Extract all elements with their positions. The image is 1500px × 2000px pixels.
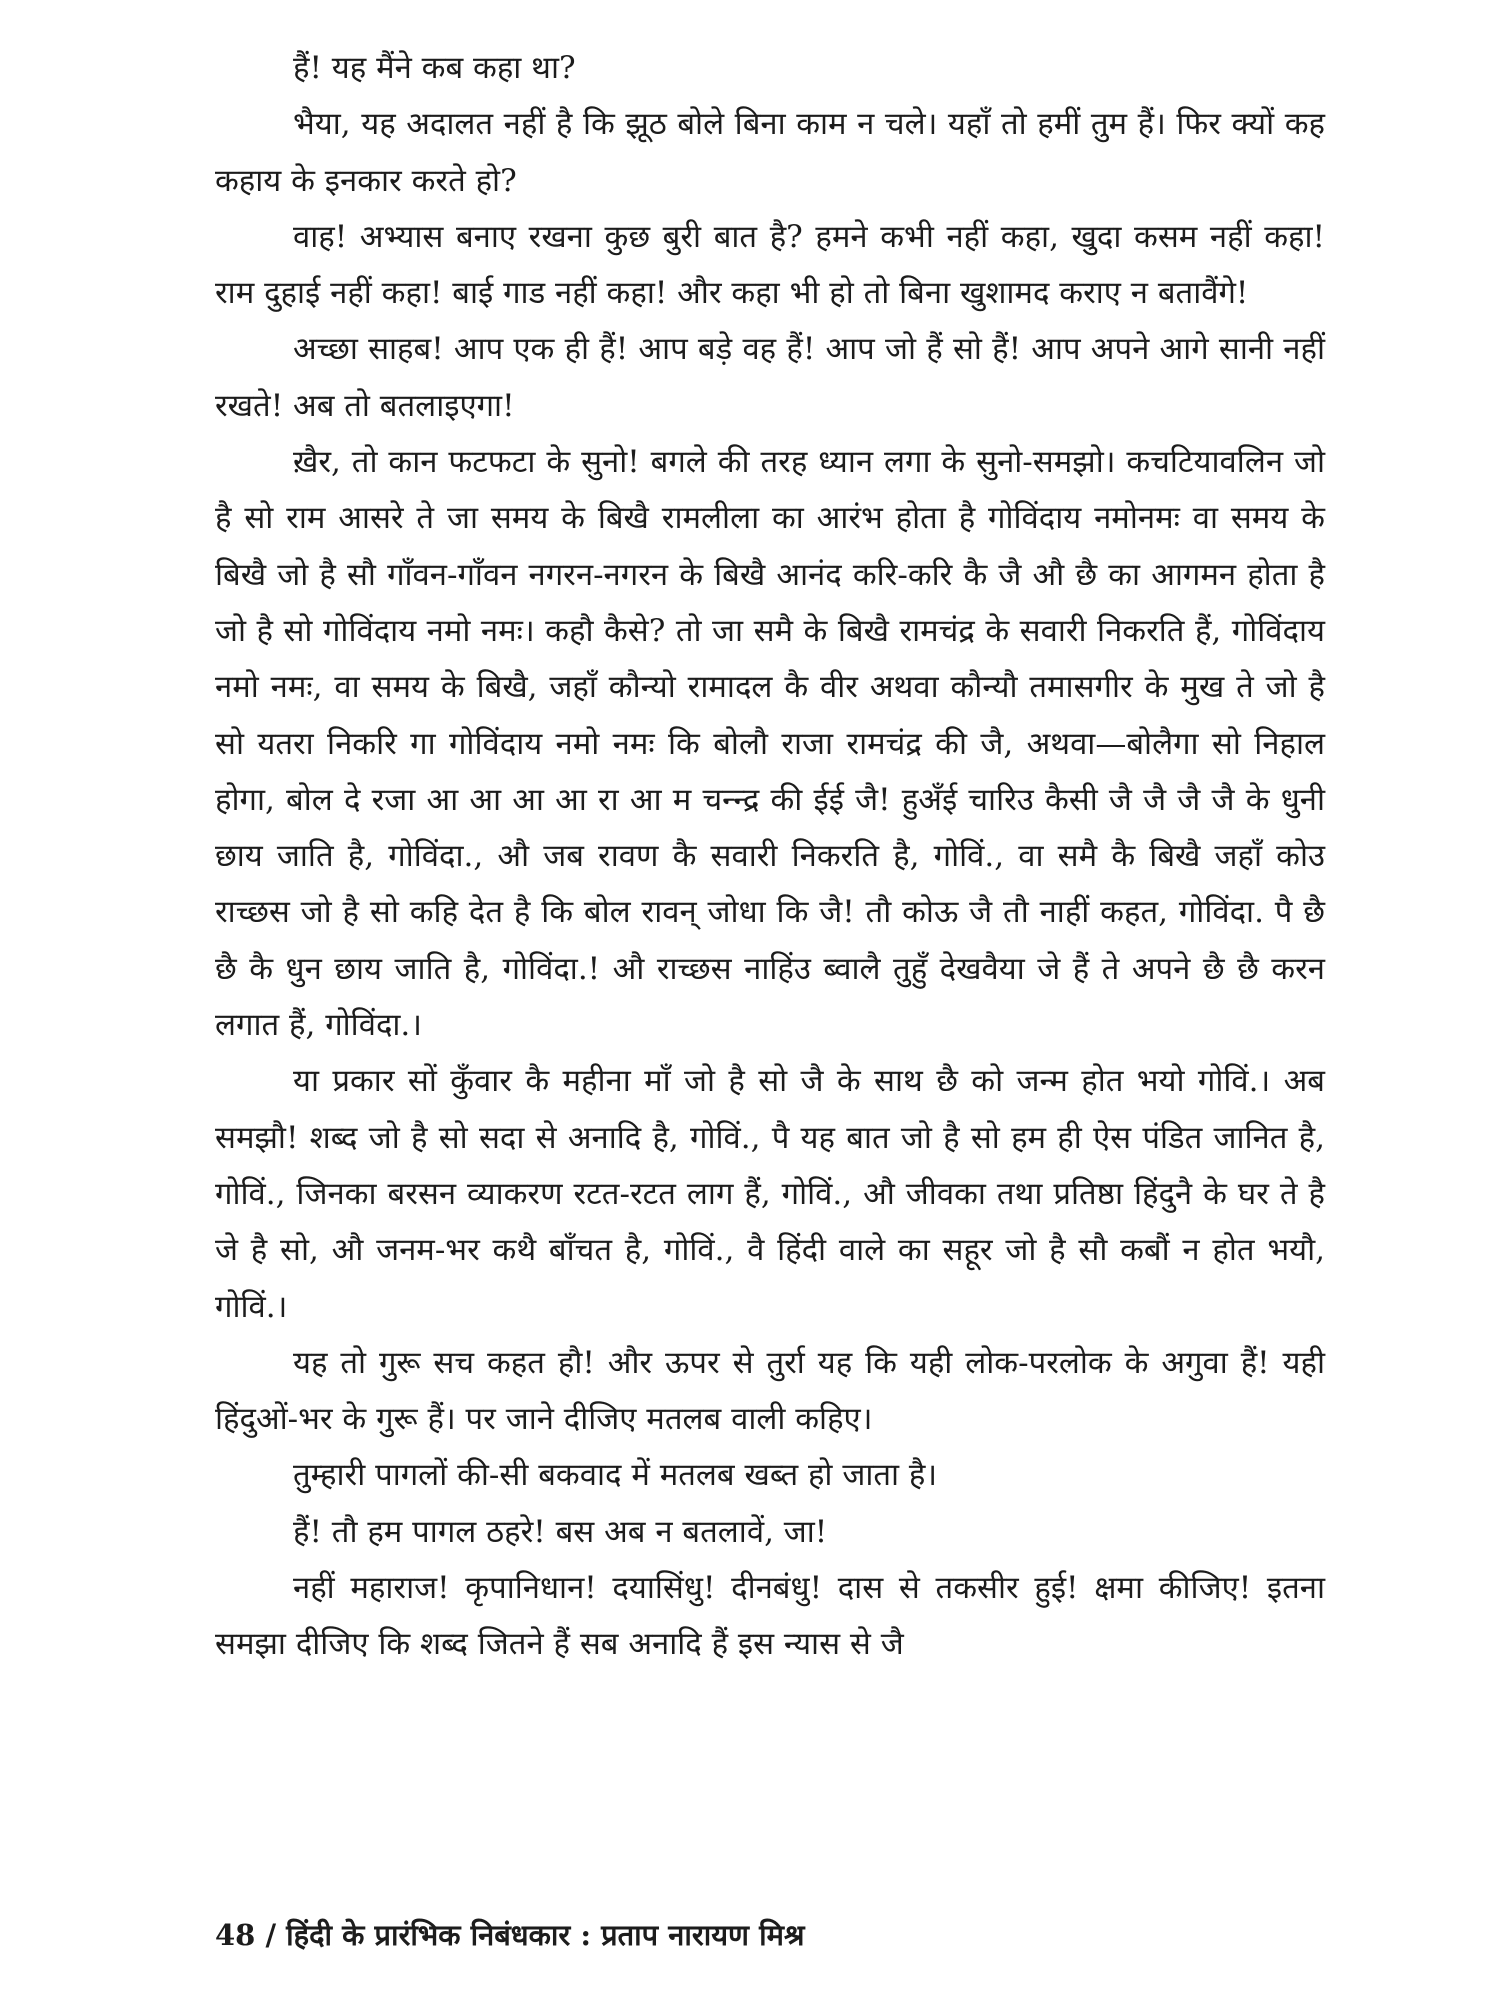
page-body — [215, 40, 1325, 1673]
paragraph: नहीं महाराज! कृपानिधान! दयासिंधु! दीनबंधु! दास से तकसीर हुई! क्षमा कीजिए! इतना समझा दीजिए कि शब्द जितने हैं सब अनादि हैं इस न्यास से जै — [215, 1570, 1325, 1663]
paragraph: वाह! अभ्यास बनाए रखना कुछ बुरी बात है? हमने कभी नहीं कहा, खुदा कसम नहीं कहा! राम दुहाई नहीं कहा! बाई गाड नहीं कहा! और कहा भी हो तो बिना खुशामद कराए न बतावैंगे! — [215, 218, 1325, 312]
paragraph: हैं! यह मैंने कब कहा था? — [293, 50, 576, 86]
running-title: हिंदी के प्रारंभिक निबंधकार : प्रताप नारायण मिश्र — [286, 1918, 805, 1952]
paragraph: अच्छा साहब! आप एक ही हैं! आप बड़े वह हैं! आप जो हैं सो हैं! आप अपने आगे सानी नहीं रखते! अब तो बतलाइएगा! — [215, 331, 1325, 424]
paragraph: या प्रकार सों कुँवार कै महीना माँ जो है सो जै के साथ छै को जन्म होत भयो गोविं.। अब समझौ! शब्द जो है सो सदा से अनादि है, गोविं., पै यह बात जो है सो हम ही ऐस पंडित जानित है, गोविं., जिनका बरसन व्याकरण रटत-रटत लाग हैं, गोविं., औ जीवका तथा प्रतिष्ठा हिंदुनै के घर ते है जे है सो, औ जनम-भर कथै बाँचत है, गोविं., वै हिंदी वाले का सहूर जो है सौ कबौं न होत भयौ, गोविं.। — [215, 1063, 1325, 1325]
paragraph: हैं! तौ हम पागल ठहरे! बस अब न बतलावें, जा! — [293, 1513, 828, 1550]
paragraph: ख़ैर, तो कान फटफटा के सुनो! बगले की तरह ध्यान लगा के सुनो-समझो। कचटियावलिन जो है सो राम आसरे ते जा समय के बिखै रामलीला का आरंभ होता है गोविंदाय नमोनमः वा समय के बिखै जो है सौ गाँवन-गाँवन नगरन-नगरन के बिखै आनंद करि-करि कै जै औ छै का आगमन होता है जो है सो गोविंदाय नमो नमः। कहौ कैसे? तो जा समै के बिखै रामचंद्र के सवारी निकरति हैं, गोविंदाय नमो नमः, वा समय के बिखै, जहाँ कौन्यो रामादल कै वीर अथवा कौन्यौ तमासगीर के मुख ते जो है सो यतरा निकरि गा गोविंदाय नमो नमः कि बोलौ राजा रामचंद्र की जै, अथवा—बोलैगा सो निहाल होगा, बोल दे रजा आ आ आ आ रा आ म चन्न्द्र की ईई जै! हुअँई चारिउ कैसी जै जै जै जै के धुनी छाय जाति है, गोविंदा., औ जब रावण कै सवारी निकरति है, गोविं., वा समै कै बिखै जहाँ कोउ राच्छस जो है सो कहि देत है कि बोल रावन् जोधा कि जै! तौ कोऊ जै तौ नाहीं कहत, गोविंदा. पै छै छै कै धुन छाय जाति है, गोविंदा.! औ राच्छस नाहिंउ ब्वालै तुहुँ देखवैया जे हैं ते अपने छै छै करन लगात हैं, गोविंदा.। — [215, 444, 1325, 1044]
paragraph: भैया, यह अदालत नहीं है कि झूठ बोले बिना काम न चले। यहाँ तो हमीं तुम हैं। फिर क्यों कह कहाय के इनकार करते हो? — [215, 106, 1325, 199]
paragraph: यह तो गुरू सच कहत हौ! और ऊपर से तुर्रा यह कि यही लोक-परलोक के अगुवा हैं! यही हिंदुओं-भर के गुरू हैं। पर जाने दीजिए मतलब वाली कहिए। — [215, 1344, 1325, 1438]
page-number: 48 — [215, 1918, 256, 1952]
footer-separator: / — [265, 1918, 277, 1952]
paragraph: तुम्हारी पागलों की-सी बकवाद में मतलब खब्त हो जाता है। — [293, 1457, 938, 1494]
page-footer — [215, 1915, 805, 1954]
